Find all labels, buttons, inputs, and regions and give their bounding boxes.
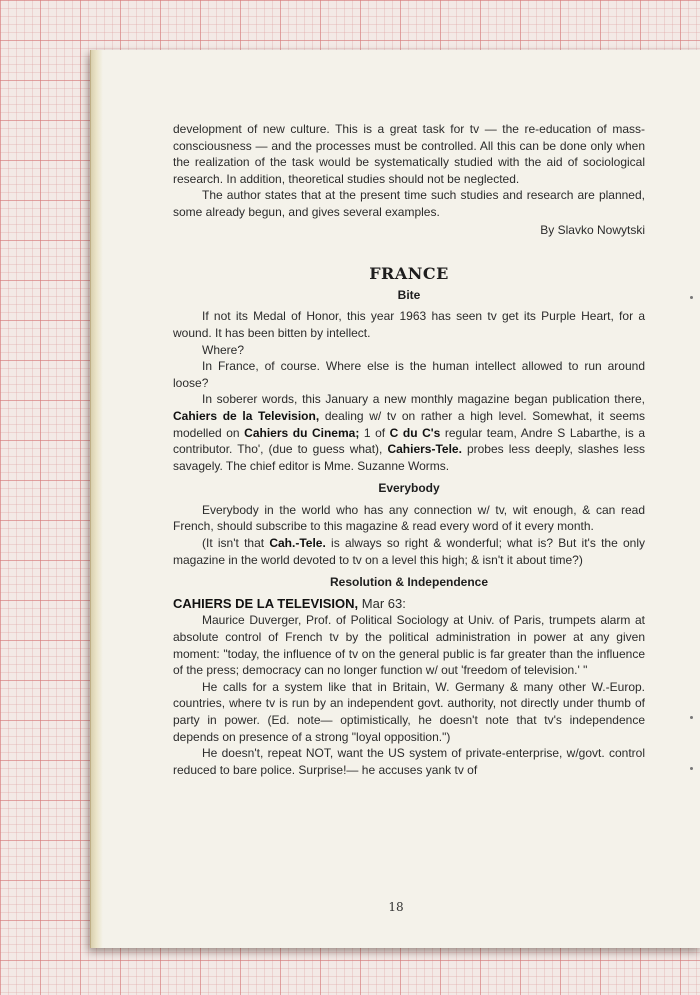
resolution-paragraph-3: He doesn't, repeat NOT, want the US system of private-enterprise, w/govt. control reduced to bare police. Surprise!— he accuses yank tv of [173,746,645,777]
margin-mark [690,716,693,719]
bite-paragraph-3: In France, of course. Where else is the human intellect allowed to run around loose? [173,359,645,390]
bite-paragraph-1: If not its Medal of Honor, this year 1963 has seen tv get its Purple Heart, for a wound. It has been bitten by intellect. [173,309,645,340]
bite-p4-text-a: In soberer words, this January a new monthly magazine began publication there, [202,392,645,407]
everybody-paragraph-2 [173,535,645,568]
everybody-p2-text-a: (It isn't that [202,536,270,551]
heading-bite: Bite [397,287,421,302]
continuation-paragraph-1: development of new culture. This is a great task for tv — the re-education of mass-consciousness — and the processes must be controlled. All this can be done only when the realization of the task would be systematically studied with the aid of sociological research. In addition, theoretical studies should not be neglected. [173,122,645,186]
resolution-paragraph-1: Maurice Duverger, Prof. of Political Sociology at Univ. of Paris, trumpets alarm at absolute control of French tv by the political administration in power at any given moment: "today, the influence of tv on the general public is far greater than the influence of the press; democracy can no longer function w/ out 'freedom of television.' " [173,613,645,678]
continuation-paragraph-2: The author states that at the present time such studies and research are planned, some already begun, and gives several examples. [173,188,645,219]
bite-paragraph-2: Where? [202,342,245,357]
abbrev-c-du-c: C du C's [389,425,441,440]
bite-p4-text-f: probes less deeply, slashes less savagely. The chief editor is Mme. Suzanne Worms. [173,442,645,473]
section-title-france: FRANCE [369,264,449,284]
heading-everybody: Everybody [378,481,440,496]
abbrev-cah-tele: Cah.-Tele. [269,536,326,551]
page-binding-edge [90,50,103,948]
magazine-title-cahiers-tv: Cahiers de la Television, [173,408,320,423]
bite-p4-text-e: regular team, Andre S Labarthe, is a contributor. Tho', (due to guess what), [173,425,645,457]
margin-mark [690,767,693,770]
page-text-column [173,121,645,778]
source-date: Mar 63: [358,595,406,611]
everybody-paragraph-1: Everybody in the world who has any connection w/ tv, wit enough, & can read French, should subscribe to this magazine & read every word of it every month. [173,502,645,534]
everybody-p2-text-c: is always so right & wonderful; what is? But it's the only magazine in the world devoted to tv on a level this high; & isn't it about time?) [173,536,645,567]
abbrev-cahiers-tele: Cahiers-Tele. [387,442,462,457]
author-signature: By Slavko Nowytski [540,222,645,237]
resolution-paragraph-2: He calls for a system like that in Britain, W. Germany & many other W.-Europ. countries, where tv is run by an independent govt. authority, not directly under thumb of party in power. (Ed. note— optimistically, he doesn't note that tv's independence depends on presence of a strong "loyal opposition.") [173,679,645,744]
magazine-title-cahiers-cinema: Cahiers du Cinema; [244,425,360,440]
source-title: CAHIERS DE LA TELEVISION, [173,595,359,611]
page-number: 18 [388,900,404,914]
margin-mark [690,296,693,299]
bite-paragraph-4 [173,391,645,474]
source-citation [173,596,645,613]
heading-resolution-independence: Resolution & Independence [329,575,488,590]
bite-p4-text-d: 1 of [359,425,390,440]
bite-p4-text-c: dealing w/ tv on rather a high level. Somewhat, it seems modelled on [173,408,645,440]
book-page [90,50,700,948]
